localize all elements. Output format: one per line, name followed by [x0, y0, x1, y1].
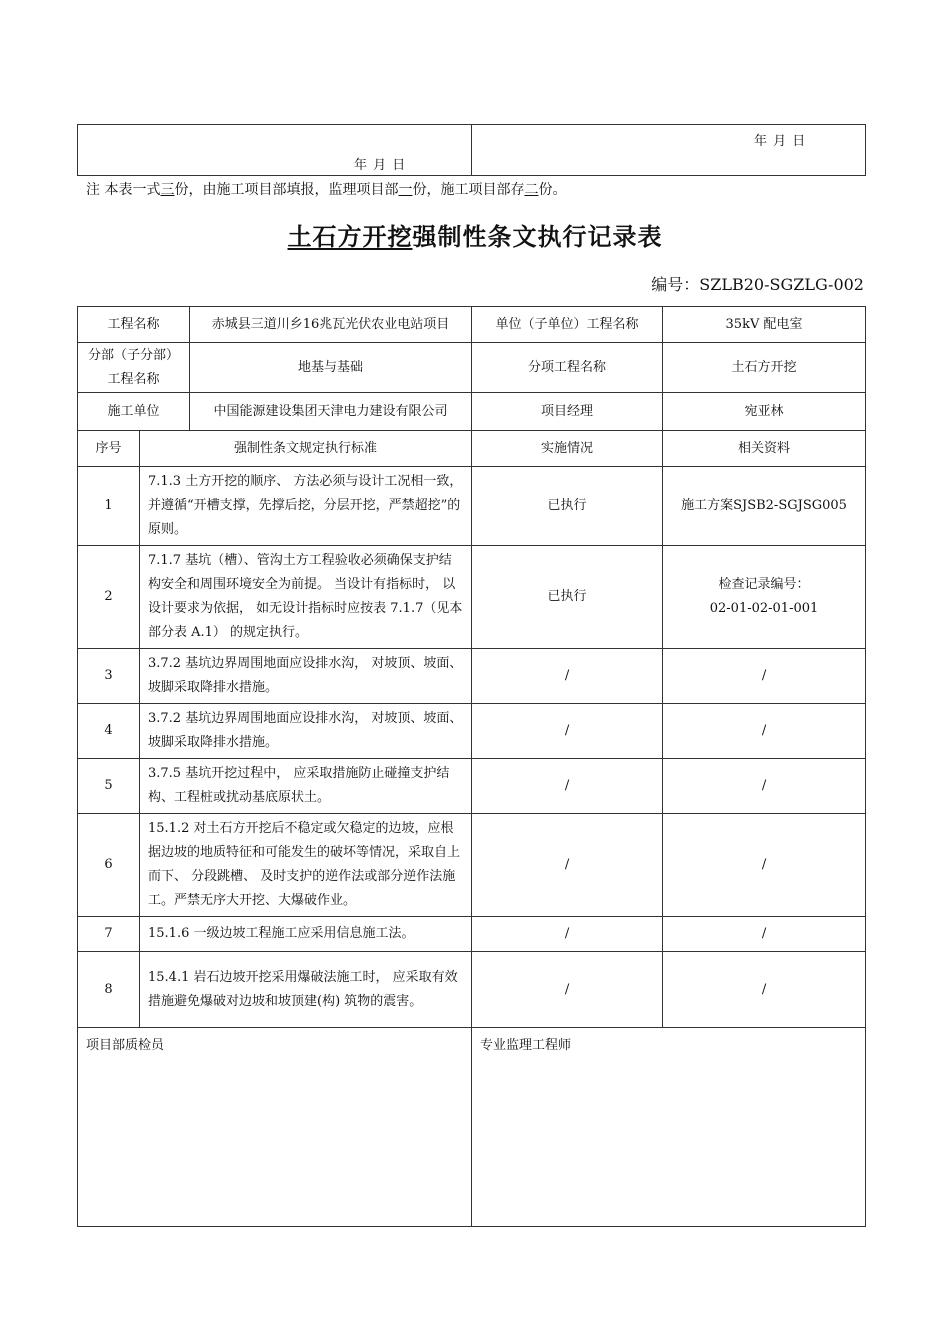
- division-value: 地基与基础: [190, 343, 472, 393]
- right-date: 年 月 日: [754, 134, 807, 149]
- table-row: [78, 467, 866, 546]
- row-reference: [663, 467, 866, 546]
- row-reference-line1: 施工方案SJSB2-SGJSG005: [681, 498, 847, 513]
- note-mid1: 份，由施工项目部填报，监理项目部: [174, 182, 399, 198]
- row-reference: /: [663, 952, 866, 1028]
- row-status: /: [472, 704, 663, 759]
- row-no: 8: [78, 952, 140, 1028]
- row-no: 2: [78, 546, 140, 649]
- row-reference: /: [663, 704, 866, 759]
- unit-project-value: 35kV 配电室: [663, 307, 866, 343]
- left-date: 年 月 日: [354, 158, 407, 173]
- col-header-status: 实施情况: [472, 431, 663, 467]
- row-reference: /: [663, 917, 866, 952]
- row-standard: 15.4.1 岩石边坡开挖采用爆破法施工时， 应采取有效措施避免爆破对边坡和坡顶建(构) 筑物的震害。: [140, 952, 472, 1028]
- note-suffix: 份。: [538, 182, 567, 198]
- row-no: 6: [78, 814, 140, 917]
- page-title: [0, 217, 950, 252]
- supervisor-label: 专业监理工程师: [480, 1038, 572, 1053]
- title-underlined: 土石方开挖: [287, 223, 413, 251]
- row-standard: 3.7.5 基坑开挖过程中， 应采取措施防止碰撞支护结构、工程桩或扰动基底原状土。: [140, 759, 472, 814]
- title-rest: 强制性条文执行记录表: [412, 223, 663, 251]
- note-copies-total: 三: [160, 182, 175, 198]
- table-row: [78, 952, 866, 1028]
- row-status: 已执行: [472, 546, 663, 649]
- inspector-label: 项目部质检员: [86, 1038, 165, 1053]
- row-standard: 3.7.2 基坑边界周围地面应设排水沟， 对坡顶、坡面、坡脚采取降排水措施。: [140, 649, 472, 704]
- row-status: /: [472, 917, 663, 952]
- row-standard: 7.1.3 土方开挖的顺序、 方法必须与设计工况相一致，并遵循“开槽支撑，先撑后挖，分层开挖，严禁超挖”的原则。: [140, 467, 472, 546]
- row-status: /: [472, 952, 663, 1028]
- row-status: /: [472, 649, 663, 704]
- row-reference-line1: 检查记录编号：: [718, 577, 810, 592]
- note-mid2: 份，施工项目部存: [412, 182, 525, 198]
- table-row: [78, 759, 866, 814]
- row-no: 4: [78, 704, 140, 759]
- division-label-line2: 工程名称: [107, 371, 160, 387]
- row-standard: 7.1.7 基坑（槽）、管沟土方工程验收必须确保支护结构安全和周围环境安全为前提。 当设计有指标时， 以设计要求为依据， 如无设计指标时应按表 7.1.7（见本部分表 A.1） 的规定执行。: [140, 546, 472, 649]
- row-status: /: [472, 759, 663, 814]
- col-header-no: 序号: [78, 431, 140, 467]
- row-reference: /: [663, 649, 866, 704]
- division-label-line1: 分部（子分部）: [88, 347, 180, 363]
- project-name-value: 赤城县三道川乡16兆瓦光伏农业电站项目: [190, 307, 472, 343]
- division-label: [78, 343, 190, 393]
- table-row: [78, 704, 866, 759]
- note-copies-construction: 二: [524, 182, 539, 198]
- row-no: 5: [78, 759, 140, 814]
- record-table: [77, 306, 866, 1227]
- top-right-cell: [472, 125, 866, 176]
- row-status: /: [472, 814, 663, 917]
- row-reference: /: [663, 814, 866, 917]
- table-row: [78, 546, 866, 649]
- row-no: 1: [78, 467, 140, 546]
- note-line: [86, 179, 566, 199]
- top-left-cell: [78, 125, 472, 176]
- manager-value: 宛亚林: [663, 393, 866, 431]
- table-row: [78, 649, 866, 704]
- document-number: 编号：SZLB20-SGZLG-002: [651, 275, 864, 294]
- row-no: 3: [78, 649, 140, 704]
- subitem-value: 土石方开挖: [663, 343, 866, 393]
- subitem-label: 分项工程名称: [472, 343, 663, 393]
- project-name-label: 工程名称: [78, 307, 190, 343]
- row-status: 已执行: [472, 467, 663, 546]
- top-signature-table: [77, 124, 866, 176]
- contractor-value: 中国能源建设集团天津电力建设有限公司: [190, 393, 472, 431]
- table-row: [78, 814, 866, 917]
- col-header-standard: 强制性条文规定执行标准: [140, 431, 472, 467]
- row-standard: 3.7.2 基坑边界周围地面应设排水沟， 对坡顶、坡面、坡脚采取降排水措施。: [140, 704, 472, 759]
- row-reference: [663, 546, 866, 649]
- row-no: 7: [78, 917, 140, 952]
- row-standard: 15.1.6 一级边坡工程施工应采用信息施工法。: [140, 917, 472, 952]
- inspector-signature-cell: [78, 1028, 472, 1227]
- unit-project-label: 单位（子单位）工程名称: [472, 307, 663, 343]
- col-header-reference: 相关资料: [663, 431, 866, 467]
- manager-label: 项目经理: [472, 393, 663, 431]
- row-reference-line2: 02-01-02-01-001: [709, 601, 819, 616]
- row-reference: /: [663, 759, 866, 814]
- note-prefix: 注 本表一式: [86, 182, 161, 198]
- row-standard: 15.1.2 对土石方开挖后不稳定或欠稳定的边坡，应根据边坡的地质特征和可能发生的破坏等情况，采取自上而下、 分段跳槽、 及时支护的逆作法或部分逆作法施工。严禁无序大开挖、大爆破作业。: [140, 814, 472, 917]
- note-copies-supervision: 一: [398, 182, 413, 198]
- contractor-label: 施工单位: [78, 393, 190, 431]
- supervisor-signature-cell: [472, 1028, 866, 1227]
- table-row: [78, 917, 866, 952]
